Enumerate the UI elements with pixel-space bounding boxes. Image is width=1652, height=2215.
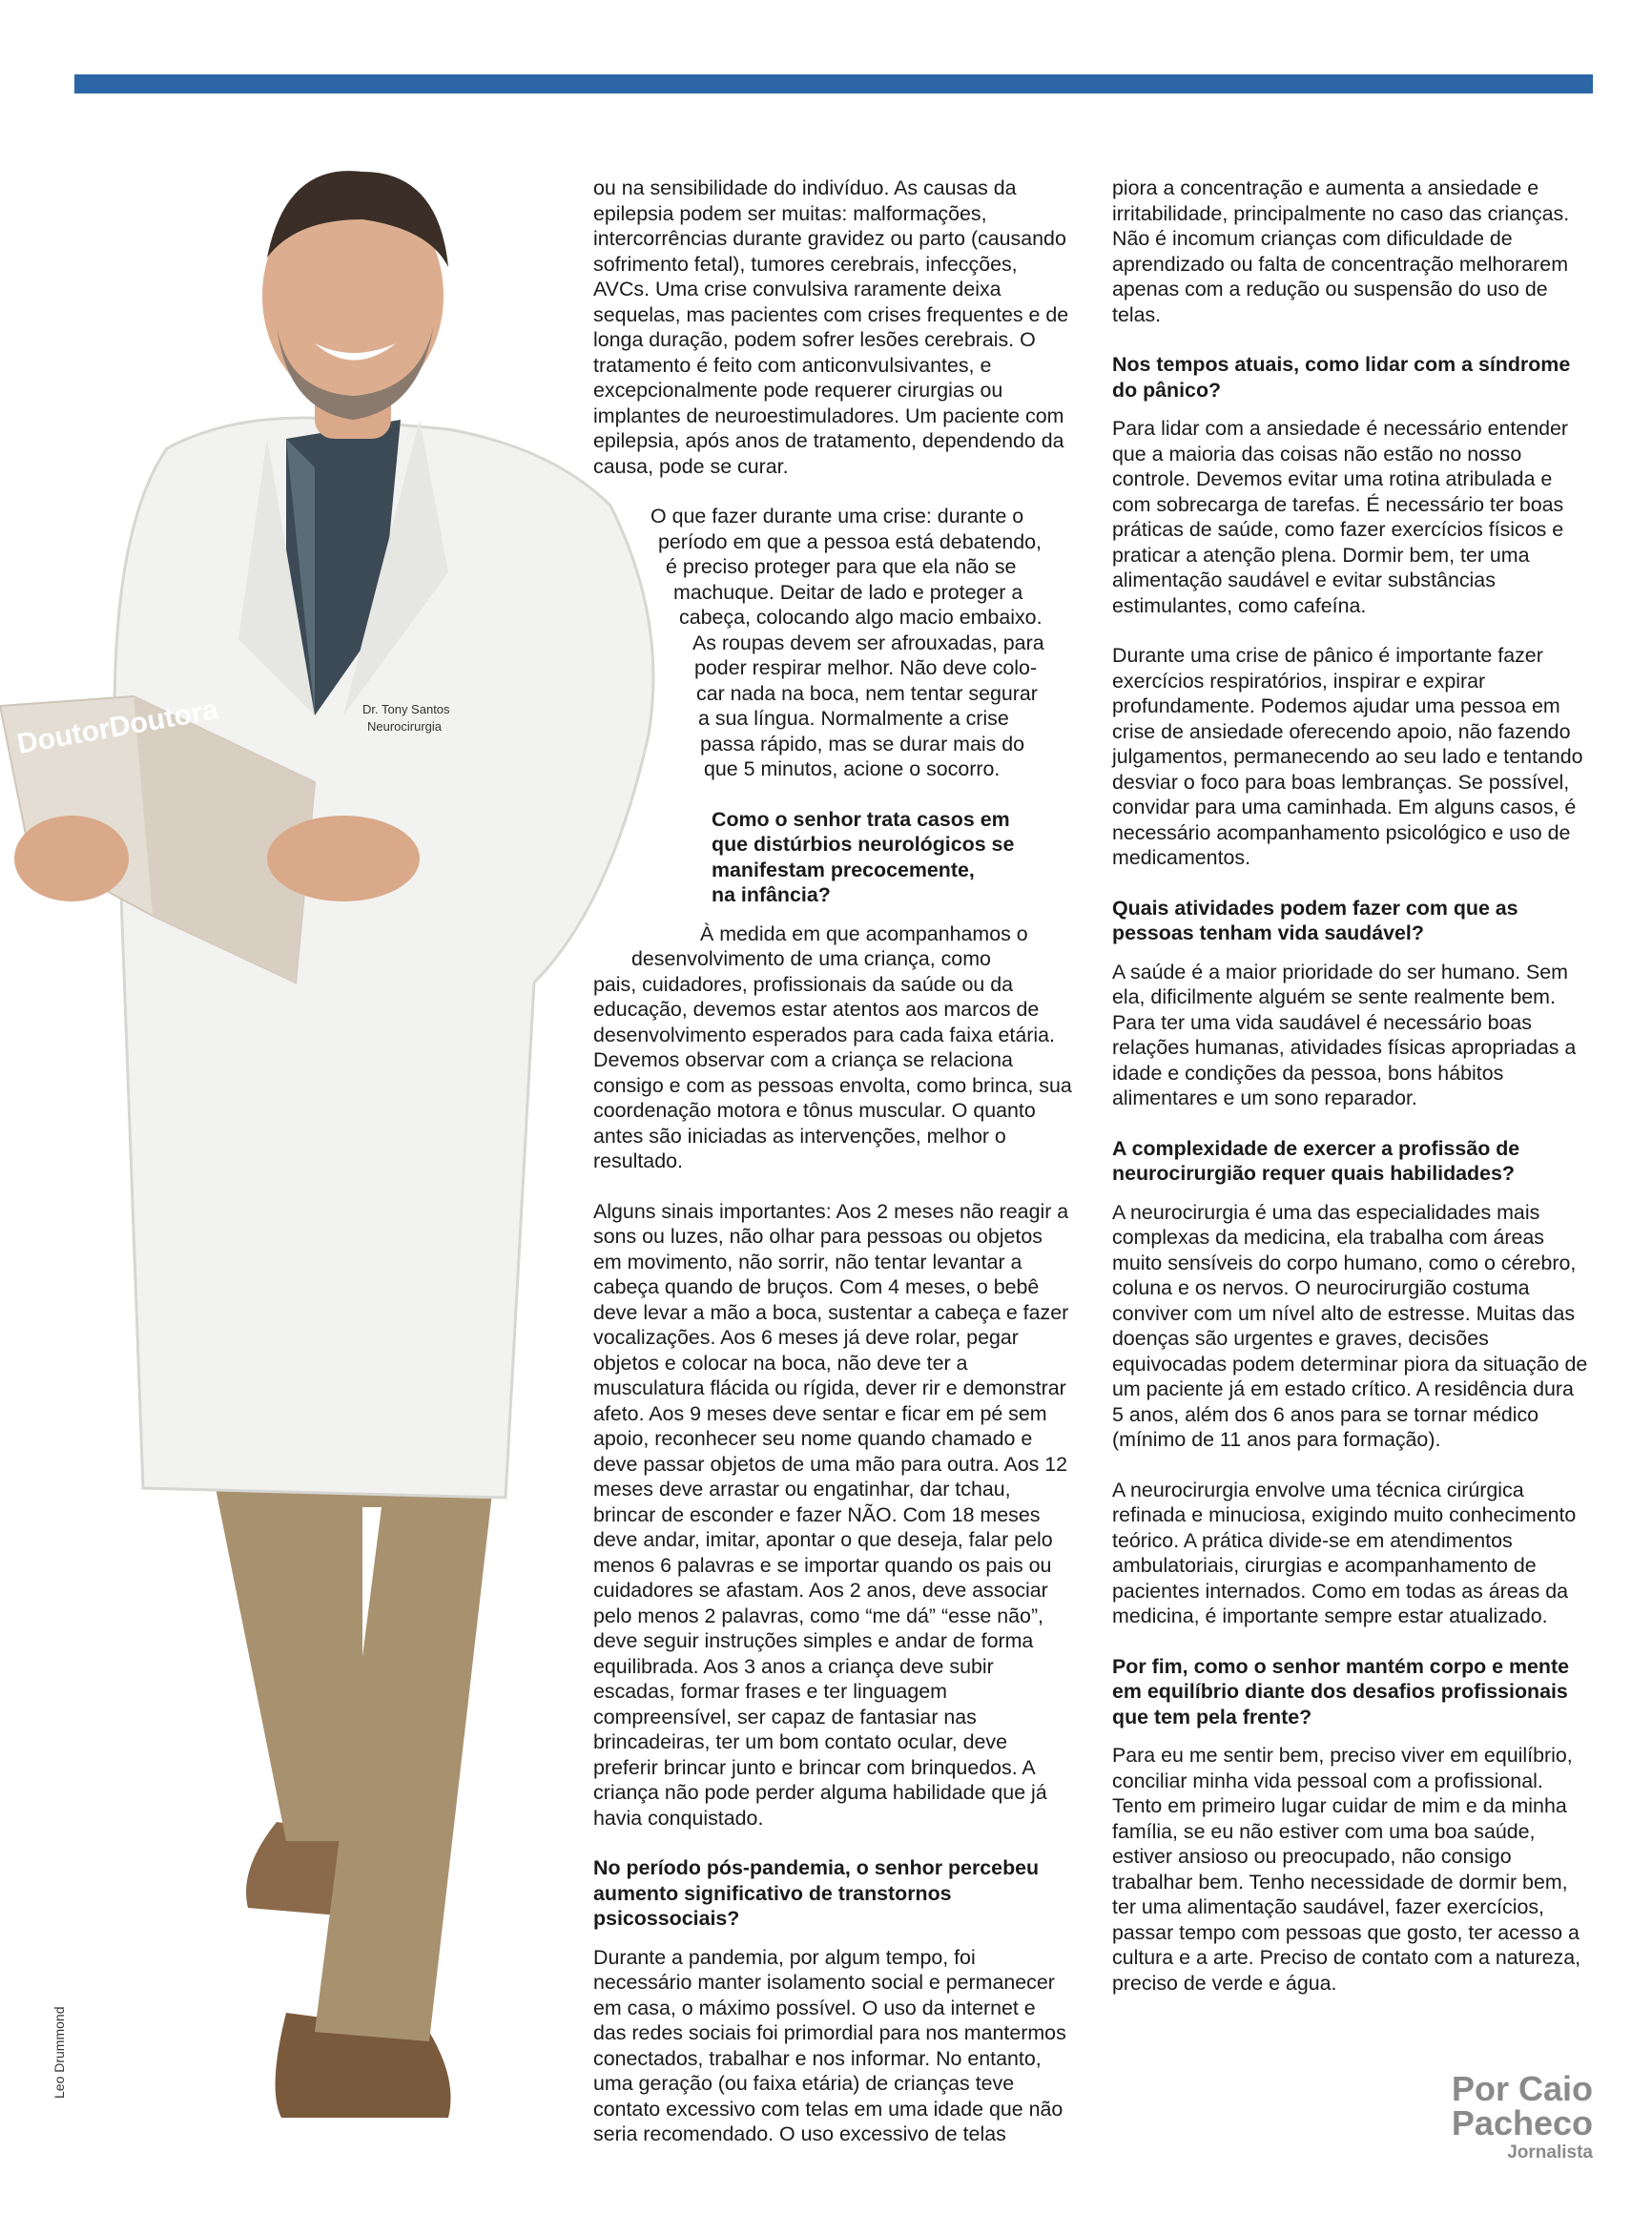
text-line: que 5 minutos, acione o socorro. — [704, 757, 1001, 780]
article-column-2 — [1112, 176, 1589, 2020]
text-line: car nada na boca, nem tentar segurar — [696, 681, 1038, 705]
paragraph: piora a concentração e aumenta a ansiedade e irritabilidade, principalmente no caso das crianças. Não é incomum crianças com dificuldade de aprendizado ou falta de concentração melhorarem apenas com a redução ou suspensão do uso de telas. — [1112, 176, 1570, 326]
photo-credit: Leo Drummond — [52, 2006, 67, 2099]
text-line: na infância? — [712, 883, 831, 906]
question-heading: Quais atividades podem fazer com que as pessoas tenham vida saudável? — [1112, 896, 1518, 944]
answer-paragraph: Durante a pandemia, por algum tempo, foi necessário manter isolamento social e permanecer em casa, o máximo possível. O uso da internet e das redes sociais foi primordial para nos mantermos conectados, trabalhar e nos informar. No entanto, uma geração (ou faixa etária) de crianças teve contato excessivo com telas em uma idade que não seria recomendado. O uso excessivo de telas — [593, 1945, 1066, 2145]
text-line: que distúrbios neurológicos se — [712, 833, 1015, 856]
text-line: é preciso proteger para que ela não se — [666, 555, 1017, 578]
text-line: a sua língua. Normalmente a crise — [698, 707, 1009, 730]
answer-paragraph: A neurocirurgia é uma das especialidades mais complexas da medicina, ela trabalha com áreas muito sensíveis do corpo humano, como o cérebro, coluna e os nervos. O neurocirurgião costuma conviver com um nível alto de estresse. Muitas das doenças são urgentes e graves, decisões equivocadas podem determinar piora da situação de um paciente já em estado crítico. A residência dura 5 anos, além dos 6 anos para se tornar médico (mínimo de 11 anos para formação). — [1112, 1200, 1588, 1451]
answer-paragraph: A neurocirurgia envolve uma técnica cirúrgica refinada e minuciosa, exigindo muito conhecimento teórico. A prática divide-se em atendimentos ambulatoriais, cirurgias e acompanhamento de pacientes internados. Como em todas as áreas da medicina, é importante sempre estar atualizado. — [1112, 1478, 1577, 1627]
question-heading: A complexidade de exercer a profissão de neurocirurgião requer quais habilidades? — [1112, 1136, 1520, 1185]
text-line: O que fazer durante uma crise: durante o — [650, 505, 1024, 528]
text-line: À medida em que acompanhamos o — [700, 921, 1028, 945]
text-line: período em que a pessoa está debatendo, — [658, 529, 1042, 553]
text-line: desenvolvimento de uma criança, como — [631, 947, 991, 970]
magazine-title: DoutorDoutora — [14, 693, 221, 760]
paragraph: ou na sensibilidade do indivíduo. As causas da epilepsia podem ser muitas: malformações, intercorrências durante gravidez ou parto (causando sofrimento fetal), tumores cerebrais, infecções, AVCs. Uma crise convulsiva raramente deixa sequelas, mas pacientes com crises frequentes e de longa duração, podem sofrer lesões cerebrais. O tratamento é feito com anticonvulsivantes, e excepcionalmente pode requerer cirurgias ou implantes de neuroestimuladores. Um paciente com epilepsia, após anos de tratamento, dependendo da causa, pode se curar. — [593, 176, 1069, 478]
article-column-1 — [593, 176, 1072, 2172]
question-heading: Nos tempos atuais, como lidar com a síndrome do pânico? — [1112, 353, 1571, 402]
top-accent-bar — [74, 74, 1593, 93]
question-heading: Por fim, como o senhor mantém corpo e mente em equilíbrio diante dos desafios profissionais que tem pela frente? — [1112, 1654, 1570, 1729]
answer-paragraph: Para eu me sentir bem, preciso viver em equilíbrio, conciliar minha vida pessoal com a profissional. Tento em primeiro lugar cuidar de mim e da minha família, se eu não estiver com uma boa saúde, estiver ansioso ou preocupado, não consigo trabalhar bem. Tenho necessidade de dormir bem, ter uma alimentação saudável, fazer exercícios, passar tempo com pessoas que gosto, ter acesso a cultura e a arte. Preciso de contato com a natureza, preciso de verde e água. — [1112, 1744, 1581, 1995]
text-line: As roupas devem ser afrouxadas, para — [692, 631, 1044, 654]
paragraph: Alguns sinais importantes: Aos 2 meses não reagir a sons ou luzes, não olhar para pessoas ou objetos em movimento, não sorrir, não tentar levantar a cabeça quando de bruços. Com 4 meses, o bebê deve levar a mão a boca, sustentar a cabeça e fazer vocalizações. Aos 6 meses já deve rolar, pegar objetos e colocar na boca, não deve ter a musculatura flácida ou rígida, dever rir e demonstrar afeto. Aos 9 meses deve sentar e ficar em pé sem apoio, reconhecer seu nome quando chamado e deve passar objetos de uma mão para outra. Aos 12 meses deve arrastar ou engatinhar, dar tchau, brincar de esconder e fazer NÃO. Com 18 meses deve andar, imitar, apontar o que deseja, falar pelo menos 6 palavras e se importar quando os pais ou cuidadores se afastam. Aos 2 anos, deve associar pelo menos 2 palavras, como “me dá” “esse não”, deve seguir instruções simples e andar de forma equilibrada. Aos 3 anos a criança deve subir escadas, formar frases e ter linguagem compreensível, ser capaz de fantasiar nas brincadeiras, ter um bom contato ocular, deve preferir brincar junto e brincar com brinquedos. A criança não pode perder alguma habilidade que já havia conquistado. — [593, 1199, 1069, 1830]
coat-label-specialty: Neurocirurgia — [367, 719, 443, 734]
text-line: manifestam precocemente, — [712, 858, 975, 881]
text-line: pais, cuidadores, profissionais da saúde ou da educação, devemos estar atentos aos marcos de desenvolvimento esperados para cada faixa etária. Devemos observar com a criança se relaciona consigo e com as pessoas envolta, como brinca, sua coordenação motora e tônus muscular. O quanto antes são iniciadas as intervenções, melhor o resultado. — [593, 972, 1072, 1172]
question-heading — [593, 807, 1072, 908]
answer-paragraph — [593, 921, 1072, 1174]
indented-paragraph — [593, 504, 1072, 782]
text-line: Como o senhor trata casos em — [712, 807, 1010, 831]
author-byline — [1451, 2069, 1593, 2163]
byline-role: Jornalista — [1507, 2143, 1593, 2163]
text-line: poder respirar melhor. Não deve colo- — [694, 656, 1038, 679]
coat-label-name: Dr. Tony Santos — [362, 702, 450, 716]
text-line: machuque. Deitar de lado e proteger a — [673, 580, 1023, 604]
text-line: cabeça, colocando algo macio embaixo. — [679, 606, 1043, 629]
byline-name-line2: Pacheco — [1451, 2103, 1593, 2143]
text-line: passa rápido, mas se durar mais do — [700, 732, 1025, 756]
answer-paragraph: A saúde é a maior prioridade do ser humano. Sem ela, dificilmente alguém se sente realmente bem. Para ter uma vida saudável é necessário boas relações humanas, atividades físicas apropriadas a idade e condições da pessoa, bons hábitos alimentares e um sono reparador. — [1112, 960, 1577, 1109]
answer-paragraph: Durante uma crise de pânico é importante fazer exercícios respiratórios, inspirar e expirar profundamente. Podemos ajudar uma pessoa em crise de ansiedade oferecendo apoio, não fazendo julgamentos, permanecendo ao seu lado e tentando desviar o foco para boas lembranças. Se possível, convidar para uma caminhada. Em alguns casos, é necessário acompanhamento psicológico e uso de medicamentos. — [1112, 644, 1583, 869]
question-heading: No período pós-pandemia, o senhor percebeu aumento significativo de transtornos psicossociais? — [593, 1856, 1040, 1930]
byline-name-line1: Por Caio — [1451, 2069, 1593, 2108]
doctor-portrait-photo — [0, 124, 687, 2127]
answer-paragraph: Para lidar com a ansiedade é necessário entender que a maioria das coisas não estão no nosso controle. Devemos evitar uma rotina atribulada e com sobrecarga de tarefas. É necessário ter boas práticas de saúde, como fazer exercícios físicos e praticar a atenção plena. Dormir bem, ter uma alimentação saudável e evitar substâncias estimulantes, como cafeína. — [1112, 417, 1569, 617]
